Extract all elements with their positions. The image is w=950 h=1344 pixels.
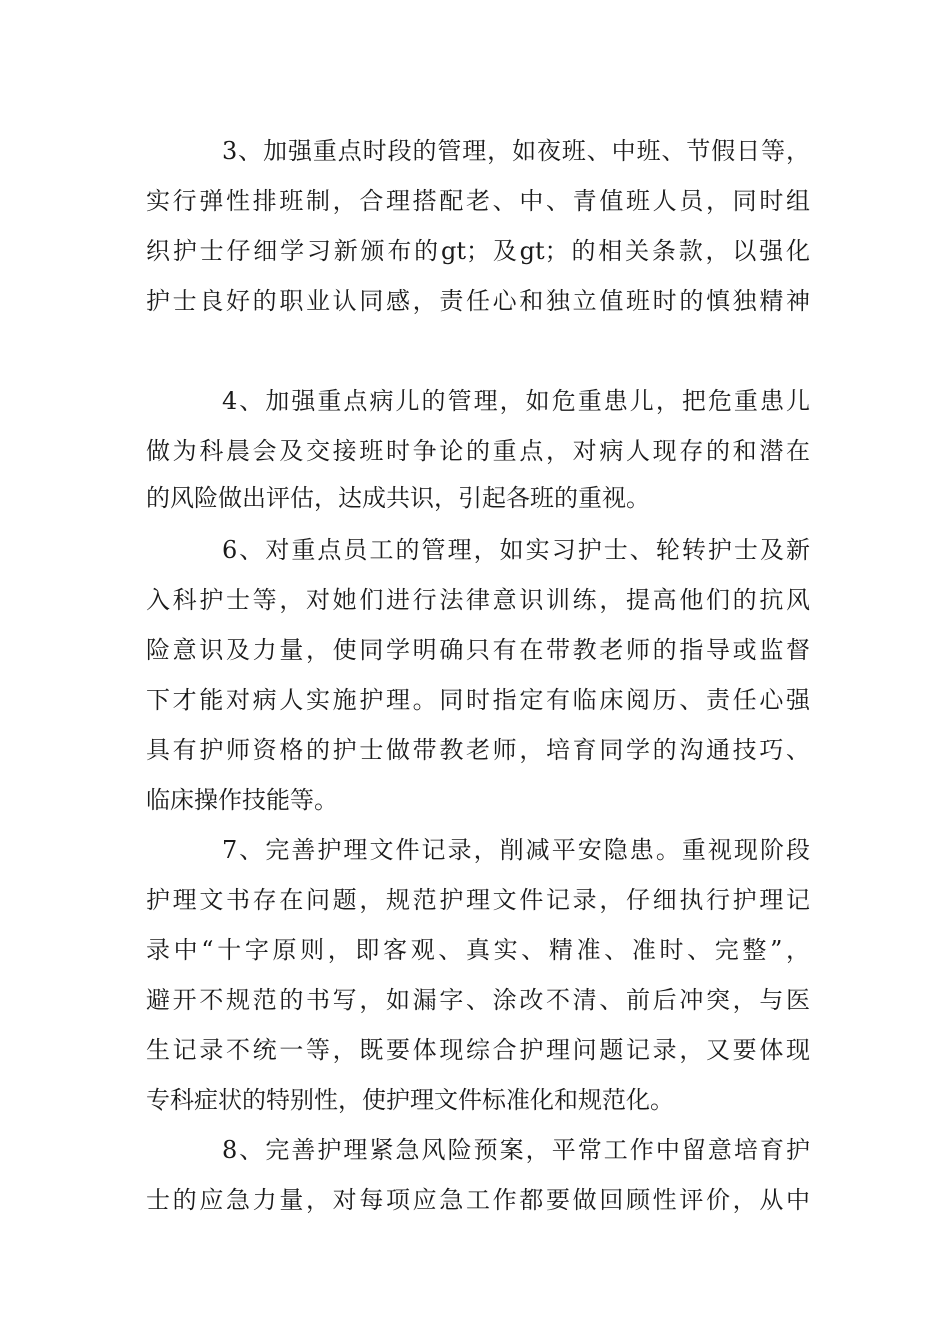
paragraph-4-line-2: 做为科晨会及交接班时争论的重点，对病人现存的和潜在: [146, 437, 810, 465]
paragraph-3-line-4: 护士良好的职业认同感，责任心和独立值班时的慎独精神: [146, 287, 810, 315]
paragraph-6-line-1: 6、对重点员工的管理，如实习护士、轮转护士及新: [222, 536, 810, 564]
paragraph-6-line-2: 入科护士等，对她们进行法律意识训练，提高他们的抗风: [146, 586, 810, 614]
paragraph-7-line-6: 专科症状的特别性，使护理文件标准化和规范化。: [146, 1086, 674, 1114]
paragraph-7-line-2: 护理文书存在问题，规范护理文件记录，仔细执行护理记: [146, 886, 810, 914]
paragraph-7-line-1: 7、完善护理文件记录，削减平安隐患。重视现阶段: [222, 836, 810, 864]
paragraph-7-line-3: 录中“十字原则，即客观、真实、精准、准时、完整”，: [146, 936, 810, 964]
paragraph-8-line-2: 士的应急力量，对每项应急工作都要做回顾性评价，从中: [146, 1186, 810, 1214]
paragraph-6-line-4: 下才能对病人实施护理。同时指定有临床阅历、责任心强: [146, 686, 810, 714]
paragraph-3-line-1: 3、加强重点时段的管理，如夜班、中班、节假日等，: [222, 137, 810, 165]
paragraph-8-line-1: 8、完善护理紧急风险预案，平常工作中留意培育护: [222, 1136, 810, 1164]
paragraph-7-line-4: 避开不规范的书写，如漏字、涂改不清、前后冲突，与医: [146, 986, 810, 1014]
paragraph-6-line-6: 临床操作技能等。: [146, 786, 338, 814]
paragraph-4-line-1: 4、加强重点病儿的管理，如危重患儿，把危重患儿: [222, 387, 810, 415]
paragraph-3-line-2: 实行弹性排班制，合理搭配老、中、青值班人员，同时组: [146, 187, 810, 215]
paragraph-4-line-3: 的风险做出评估，达成共识，引起各班的重视。: [146, 484, 650, 512]
paragraph-7-line-5: 生记录不统一等，既要体现综合护理问题记录，又要体现: [146, 1036, 810, 1064]
paragraph-6-line-5: 具有护师资格的护士做带教老师，培育同学的沟通技巧、: [146, 736, 810, 764]
paragraph-6-line-3: 险意识及力量，使同学明确只有在带教老师的指导或监督: [146, 636, 810, 664]
paragraph-3-line-3: 织护士仔细学习新颁布的gt；及gt；的相关条款，以强化: [146, 237, 810, 265]
